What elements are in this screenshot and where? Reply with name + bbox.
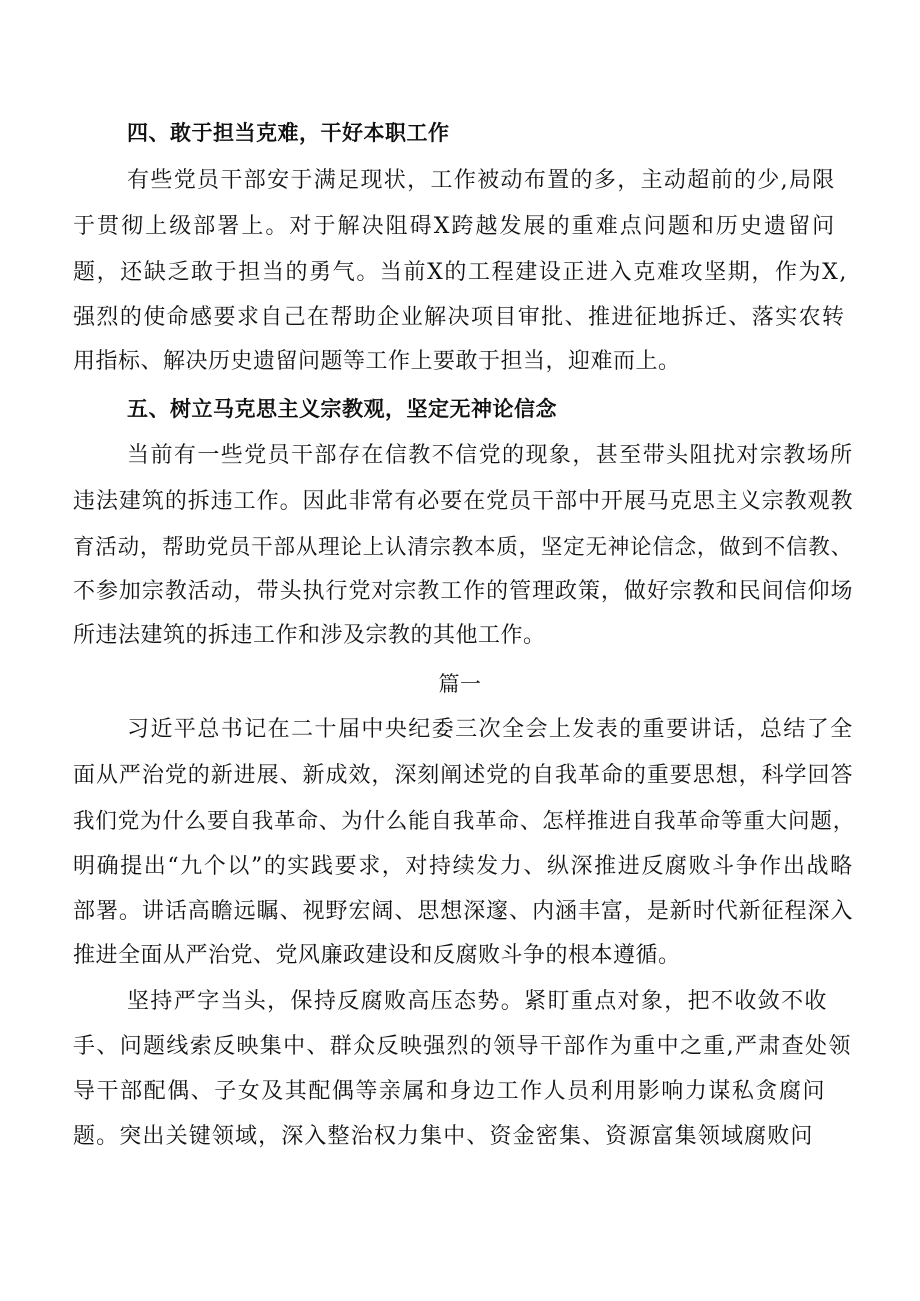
paragraph-line: 部 署 。 讲 话 高 瞻 远 瞩 、 视 野 宏 阔 、 思 想 深 邃 、 内 涵 丰 富 ， 是 新 时 代 新 征 程 深 入 [73,899,853,924]
paragraph-line: 导 干 部 配 偶 、 子 女 及 其 配 偶 等 亲 属 和 身 边 工 作 人 员 利 用 影 响 力 谋 私 贪 腐 问 [73,1079,825,1104]
paragraph-line: 于 贯 彻 上 级 部 署 上 。 对 于 解 决 阻 碍 X 跨 越 发 展 的 重 难 点 问 题 和 历 史 遗 留 问 [73,214,835,239]
paragraph-line: 育 活 动 ， 帮 助 党 员 干 部 从 理 论 上 认 清 宗 教 本 质 ， 坚 定 无 神 论 信 念 ， 做 到 不 信 教 、 [73,535,853,560]
paragraph-line: 明 确 提 出 “ 九 个 以 ” 的 实 践 要 求 ， 对 持 续 发 力 、 纵 深 推 进 反 腐 败 斗 争 作 出 战 略 [73,854,853,879]
paragraph-line: 所违法建筑的拆违工作和涉及宗教的其他工作。 [73,623,546,648]
paragraph-line: 题 ， 还 缺 乏 敢 于 担 当 的 勇 气 。 当 前 X 的 工 程 建 设 正 进 入 克 难 攻 坚 期 ， 作 为 X , [73,260,847,285]
paragraph-line: 当 前 有 一 些 党 员 干 部 存 在 信 教 不 信 党 的 现 象 ， 甚 至 带 头 阻 扰 对 宗 教 场 所 [127,443,853,468]
paragraph-line: 坚 持 严 字 当 头 ， 保 持 反 腐 败 高 压 态 势 。 紧 盯 重 点 对 象 ， 把 不 收 敛 不 收 [127,989,827,1014]
paragraph-line: 面 从 严 治 党 的 新 进 展 、 新 成 效 ， 深 刻 阐 述 党 的 自 我 革 命 的 重 要 思 想 ， 科 学 回 答 [73,763,853,788]
paragraph-line: 违 法 建 筑 的 拆 违 工 作 。 因 此 非 常 有 必 要 在 党 员 干 部 中 开 展 马 克 思 主 义 宗 教 观 教 [73,489,853,514]
paragraph-line: 用指标、解决历史遗留问题等工作上要敢于担当，迎难而上。 [73,349,681,374]
paragraph-line: 强 烈 的 使 命 感 要 求 自 己 在 帮 助 企 业 解 决 项 目 审 批 、 推 进 征 地 拆 迁 、 落 实 农 转 [73,305,845,330]
part-title: 篇一 [438,672,482,696]
section-4-heading: 四、敢于担当克难，干好本职工作 [127,121,450,145]
section-5-heading: 五、树立马克思主义宗教观，坚定无神论信念 [127,397,557,421]
paragraph-line: 习 近 平 总 书 记 在 二 十 届 中 央 纪 委 三 次 全 会 上 发 表 的 重 要 讲 话 ， 总 结 了 全 [127,717,853,742]
paragraph-line: 我 们 党 为 什 么 要 自 我 革 命 、 为 什 么 能 自 我 革 命 、 怎 样 推 进 自 我 革 命 等 重 大 问 题 ， [73,809,855,834]
paragraph-line: 手 、 问 题 线 索 反 映 集 中 、 群 众 反 映 强 烈 的 领 导 干 部 作 为 重 中 之 重 , 严 肃 查 处 领 [73,1034,851,1059]
paragraph-line: 推进全面从严治党、党风廉政建设和反腐败斗争的根本遵循。 [73,943,681,968]
paragraph-line: 题 。 突 出 关 键 领 域 ， 深 入 整 治 权 力 集 中 、 资 金 密 集 、 资 源 富 集 领 域 腐 败 问 [73,1124,813,1149]
paragraph-line: 不 参 加 宗 教 活 动 ， 带 头 执 行 党 对 宗 教 工 作 的 管 理 政 策 ， 做 好 宗 教 和 民 间 信 仰 场 [73,579,853,604]
paragraph-line: 有 些 党 员 干 部 安 于 满 足 现 状 ， 工 作 被 动 布 置 的 多 ， 主 动 超 前 的 少 , 局 限 [127,168,835,193]
